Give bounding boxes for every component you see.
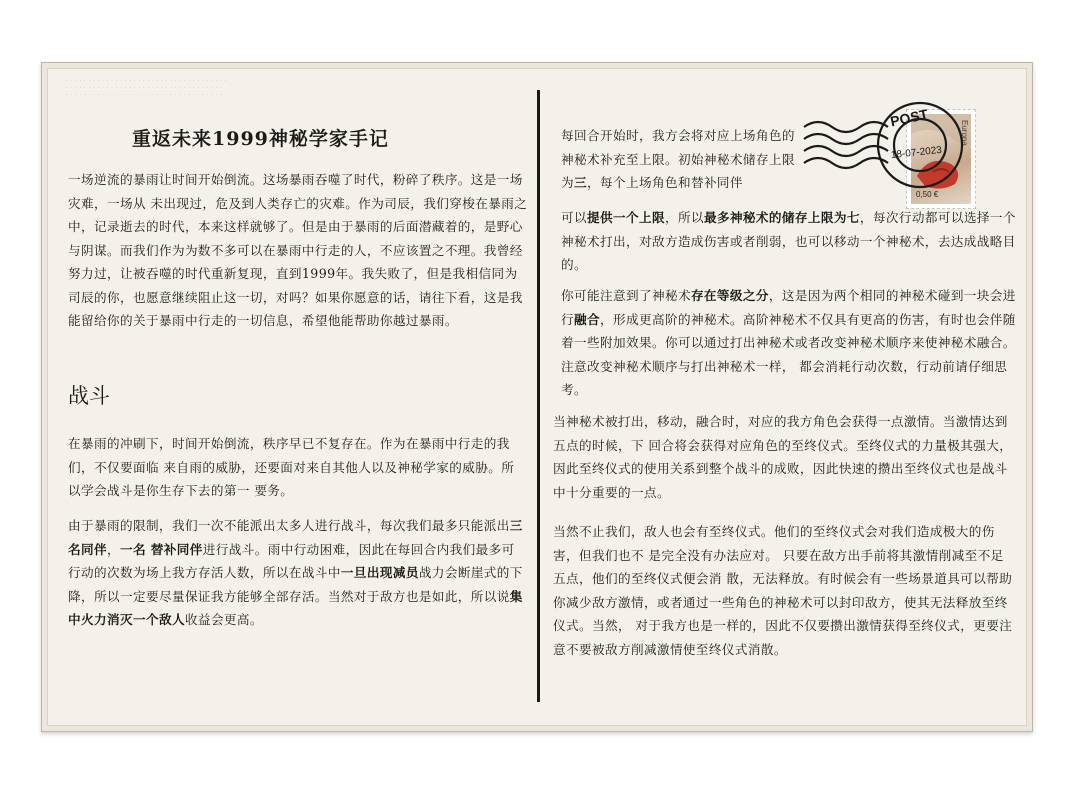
stamp-value: 0,50 € <box>916 190 939 199</box>
postmark-icon <box>800 97 980 197</box>
right-paragraph-4: 当然不止我们，敌人也会有至终仪式。他们的至终仪式会对我们造成极大的伤害，但我们也不 是完全没有办法应对。 只要在敌方出手前将其激情削减至不足五点，他们的至终仪式便会消 散，无法释放。有时候会有一些场景道具可以帮助你减少敌方激情，或者通过一些角色的神秘术可以封印敌方，使其无法释放至终仪式。当然， 对于我方也是一样的，因此不仅要攒出激情获得至终仪式，更要注意不要被敌方削减激情使至终仪式消散。 <box>553 524 1013 657</box>
battle-paragraph-1: 在暴雨的冲刷下，时间开始倒流，秩序早已不复存在。作为在暴雨中行走的我们，不仅要面临 来自雨的威胁，还要面对来自其他人以及神秘学家的威胁。所以学会战斗是你生存下去的第一 要务。 <box>68 436 515 498</box>
bold-casualty: 一旦出现减员 <box>340 565 419 580</box>
right-paragraph-3: 当神秘术被打出，移动，融合时，对应的我方角色会获得一点激情。当激情达到五点的时候，下 回合将会获得对应角色的至终仪式。至终仪式的力量极其强大，因此至终仪式的使用关系到整个战斗的成败，因此快速的攒出至终仪式也是战斗中十分重要的一点。 <box>553 414 1013 500</box>
postmark-date: 18-07-2023 <box>890 144 943 162</box>
postmark-text: POST <box>888 105 930 130</box>
header-fineprint-1: · · · · · · · · · · · · · · · · · · · · · · · · · · · · · · · · · · · · <box>66 78 228 83</box>
section-heading-battle: 战斗 <box>68 384 110 408</box>
battle-paragraph-2: 由于暴雨的限制，我们一次不能派出太多人进行战斗，每次我们最多只能派出三名同伴，一名 替补同伴进行战斗。雨中行动困难，因此在每回合内我们最多可行动的次数为场上我方存活人数，所以在战斗中一旦出现减员战力会断崖式的下降，所以一定要尽量保证我方能够全部存活。当然对于敌方也是如此，所以说集中火力消灭一个敌人收益会更高。 <box>68 518 523 627</box>
header-fineprint-2: · · · · · · · · · · · · · · · · · · · · · · · · · · · · · · · · · · · <box>66 85 223 90</box>
right-paragraph-2: 你可能注意到了神秘术存在等级之分，这是因为两个相同的神秘术碰到一块会进行融合，形成更高阶的神秘术。高阶神秘术不仅具有更高的伤害，有时也会伴随着一些附加效果。你可以通过打出神秘术或者改变神秘术顺序来使神秘术融合。注意改变神秘术顺序与打出神秘术一样， 都会消耗行动次数，行动前请仔细思考。 <box>561 288 1016 397</box>
bold-focus-fire: 集中火力消灭一个敌人 <box>68 588 523 627</box>
header-fineprint-3: · · · · · · · · · · · · · · · · · · · · · · · · · · · · · · · · · · · <box>66 92 223 97</box>
right-paragraph-1-start: 每回合开始时，我方会将对应上场角色的神秘术补充至上限。初始神秘术储存上限为三，每个上场角色和替补同伴 <box>561 128 795 190</box>
right-paragraph-1-rest: 可以提供一个上限，所以最多神秘术的储存上限为七，每次行动都可以选择一个神秘术打出，对敌方造成伤害或者削弱，也可以移动一个神秘术，去达成战略目的。 <box>561 210 1016 272</box>
column-divider <box>537 90 540 702</box>
stamp-region: Europa <box>960 120 969 146</box>
bold-one-substitute: 一名 替补同伴 <box>119 541 203 557</box>
intro-paragraph: 一场逆流的暴雨让时间开始倒流。这场暴雨吞噬了时代，粉碎了秩序。这是一场灾难，一场从 未出现过，危及到人类存亡的灾难。作为司辰，我们穿梭在暴雨之中，记录逝去的时代，本来这样就够了。但是由于暴雨的后面潜藏着的，是野心与阴谋。而我们作为为数不多可以在暴雨中行走的人，不应该置之不理。我曾经努力过，让被吞噬的时代重新复现，直到1999年。我失败了，但是我相信同为司辰的你，也愿意继续阻止这一切，对吗？如果你愿意的话，请往下看，这是我能留给你的关于暴雨中行走的一切信息，希望他能帮助你越过暴雨。 <box>68 172 528 328</box>
bold-three-companions: 三名同伴 <box>68 518 523 557</box>
page-title: 重返未来1999神秘学家手记 <box>132 128 389 150</box>
